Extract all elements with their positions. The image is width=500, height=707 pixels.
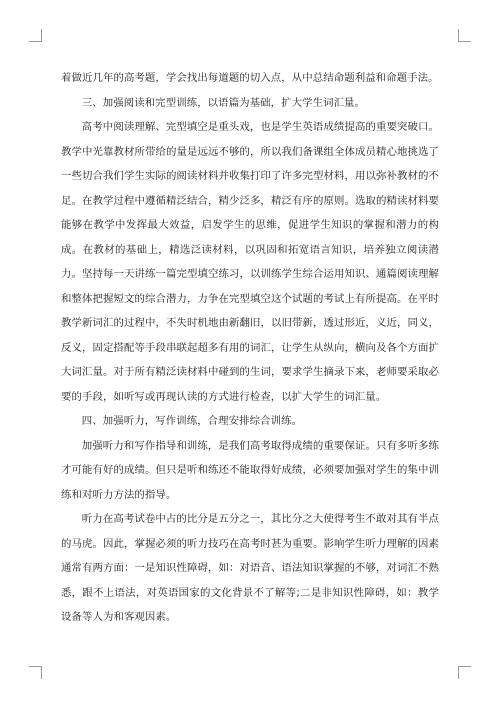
- paragraph-listening-writing: 加强听力和写作指导和训练，是我们高考取得成绩的重要保证。只有多听多练才可能有好的成绩。但只是听和练还不能取得好成绩，必须要加强对学生的集中训练和对听力方法的指导。: [61, 439, 439, 501]
- section-heading-4: 四、加强听力，写作训练，合理安排综合训练。: [81, 415, 303, 427]
- section-heading-3: 三、加强阅读和完型训练，以语篇为基础，扩大学生词汇量。: [81, 96, 366, 109]
- paragraph-continuation: 着做近几年的高考题，学会找出每道题的切入点，从中总结命题利益和命题手法。: [61, 72, 439, 84]
- paragraph-reading-cloze: 高考中阅读理解、完型填空是重头戏，也是学生英语成绩提高的重要突破口。教学中光靠教材所带给的量是远远不够的，所以我们备课组全体成员精心地挑选了一些切合我们学生实际的阅读材料并收集打印了许多完型材料，用以弥补教材的不足。在教学过程中遵循精泛结合，精少泛多，精泛有序的原则。选取的精读材料要能够在教学中发挥最大效益，启发学生的思维，促进学生知识的掌握和潜力的构成。在教材的基础上，精选泛读材料，以巩固和拓宽语言知识，培养独立阅读潜力。坚持每一天讲练一篇完型填空练习，以训练学生综合运用知识、通篇阅读理解和整体把握短文的综合潜力，力争在完型填空这个试题的考试上有所提高。在平时教学新词汇的过程中，不失时机地由新翻旧，以旧带新，透过形近，义近，同义，反义，固定搭配等手段串联起超多有用的词汇，让学生从纵向，横向及各个方面扩大词汇量。对于所有精泛读材料中碰到的生词，要求学生摘录下来，老师要采取必要的手段，如听写或再现认读的方式进行检查，以扩大学生的词汇量。: [61, 121, 439, 403]
- crop-mark-top-left: [29, 29, 42, 42]
- crop-mark-bottom-right: [458, 666, 471, 679]
- crop-mark-bottom-left: [29, 666, 42, 679]
- paragraph-listening-score: 听力在高考试卷中占的比分是五分之一，其比分之大使得考生不敢对其有半点的马虎。因此，掌握必须的听力技巧在高考时甚为重要。影响学生听力理解的因素通常有两方面：一是知识性障碍，如：对语音、语法知识掌握的不够，对词汇不熟悉，跟不上语法，对英语国家的文化背景不了解等;二是非知识性障碍，如：教学设备等人为和客观因素。: [61, 513, 439, 623]
- crop-mark-top-right: [458, 29, 471, 42]
- document-body: [61, 66, 439, 630]
